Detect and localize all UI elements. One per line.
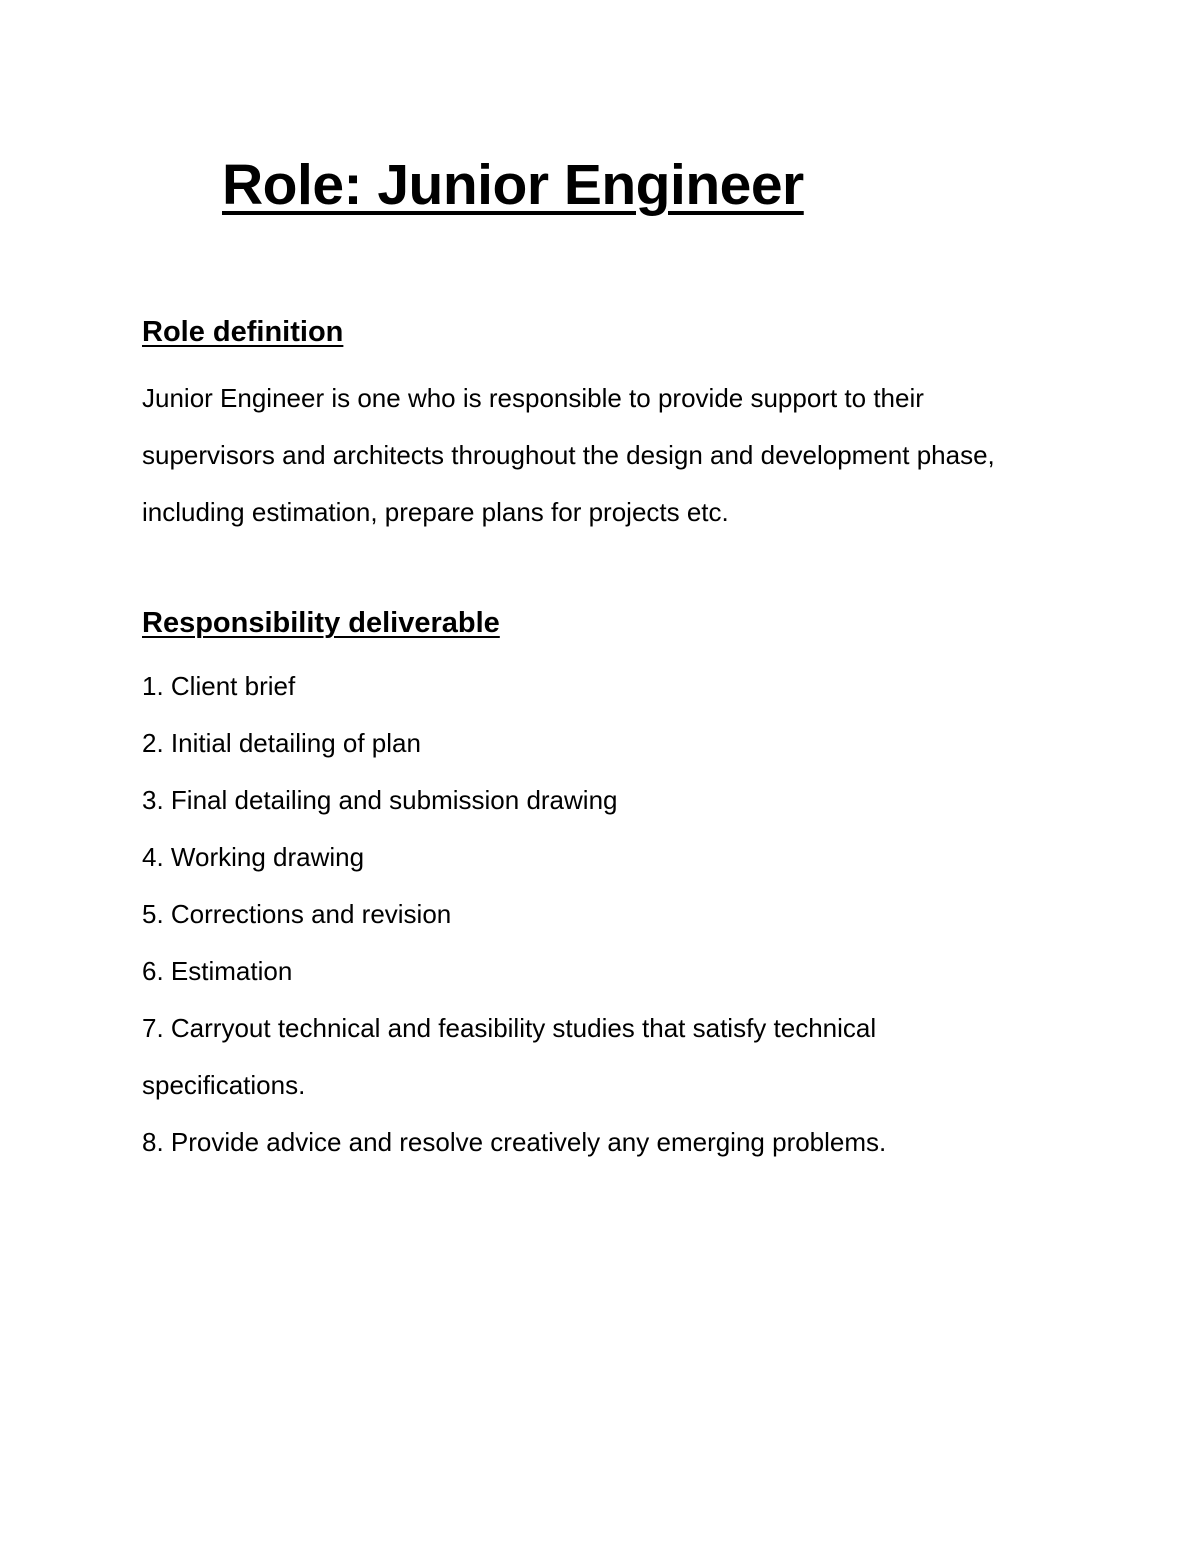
list-item: 4. Working drawing — [142, 842, 365, 872]
list-item: 1. Client brief — [142, 671, 296, 701]
role-definition-heading: Role definition — [142, 316, 344, 348]
responsibility-list — [142, 658, 1042, 1171]
page-title: Role: Junior Engineer — [222, 153, 804, 217]
role-definition-text: Junior Engineer is one who is responsible to provide support to their supervisors and architects throughout the design and development phase, including estimation, prepare plans for projects etc. — [142, 383, 995, 527]
list-item: 6. Estimation — [142, 956, 293, 986]
responsibility-heading: Responsibility deliverable — [142, 607, 500, 639]
list-item: 2. Initial detailing of plan — [142, 728, 421, 758]
list-item: 8. Provide advice and resolve creatively any emerging problems. — [142, 1127, 887, 1157]
list-item: 3. Final detailing and submission drawing — [142, 785, 618, 815]
list-item: 7. Carryout technical and feasibility studies that satisfy technical specifications. — [142, 1013, 877, 1100]
list-item: 5. Corrections and revision — [142, 899, 452, 929]
